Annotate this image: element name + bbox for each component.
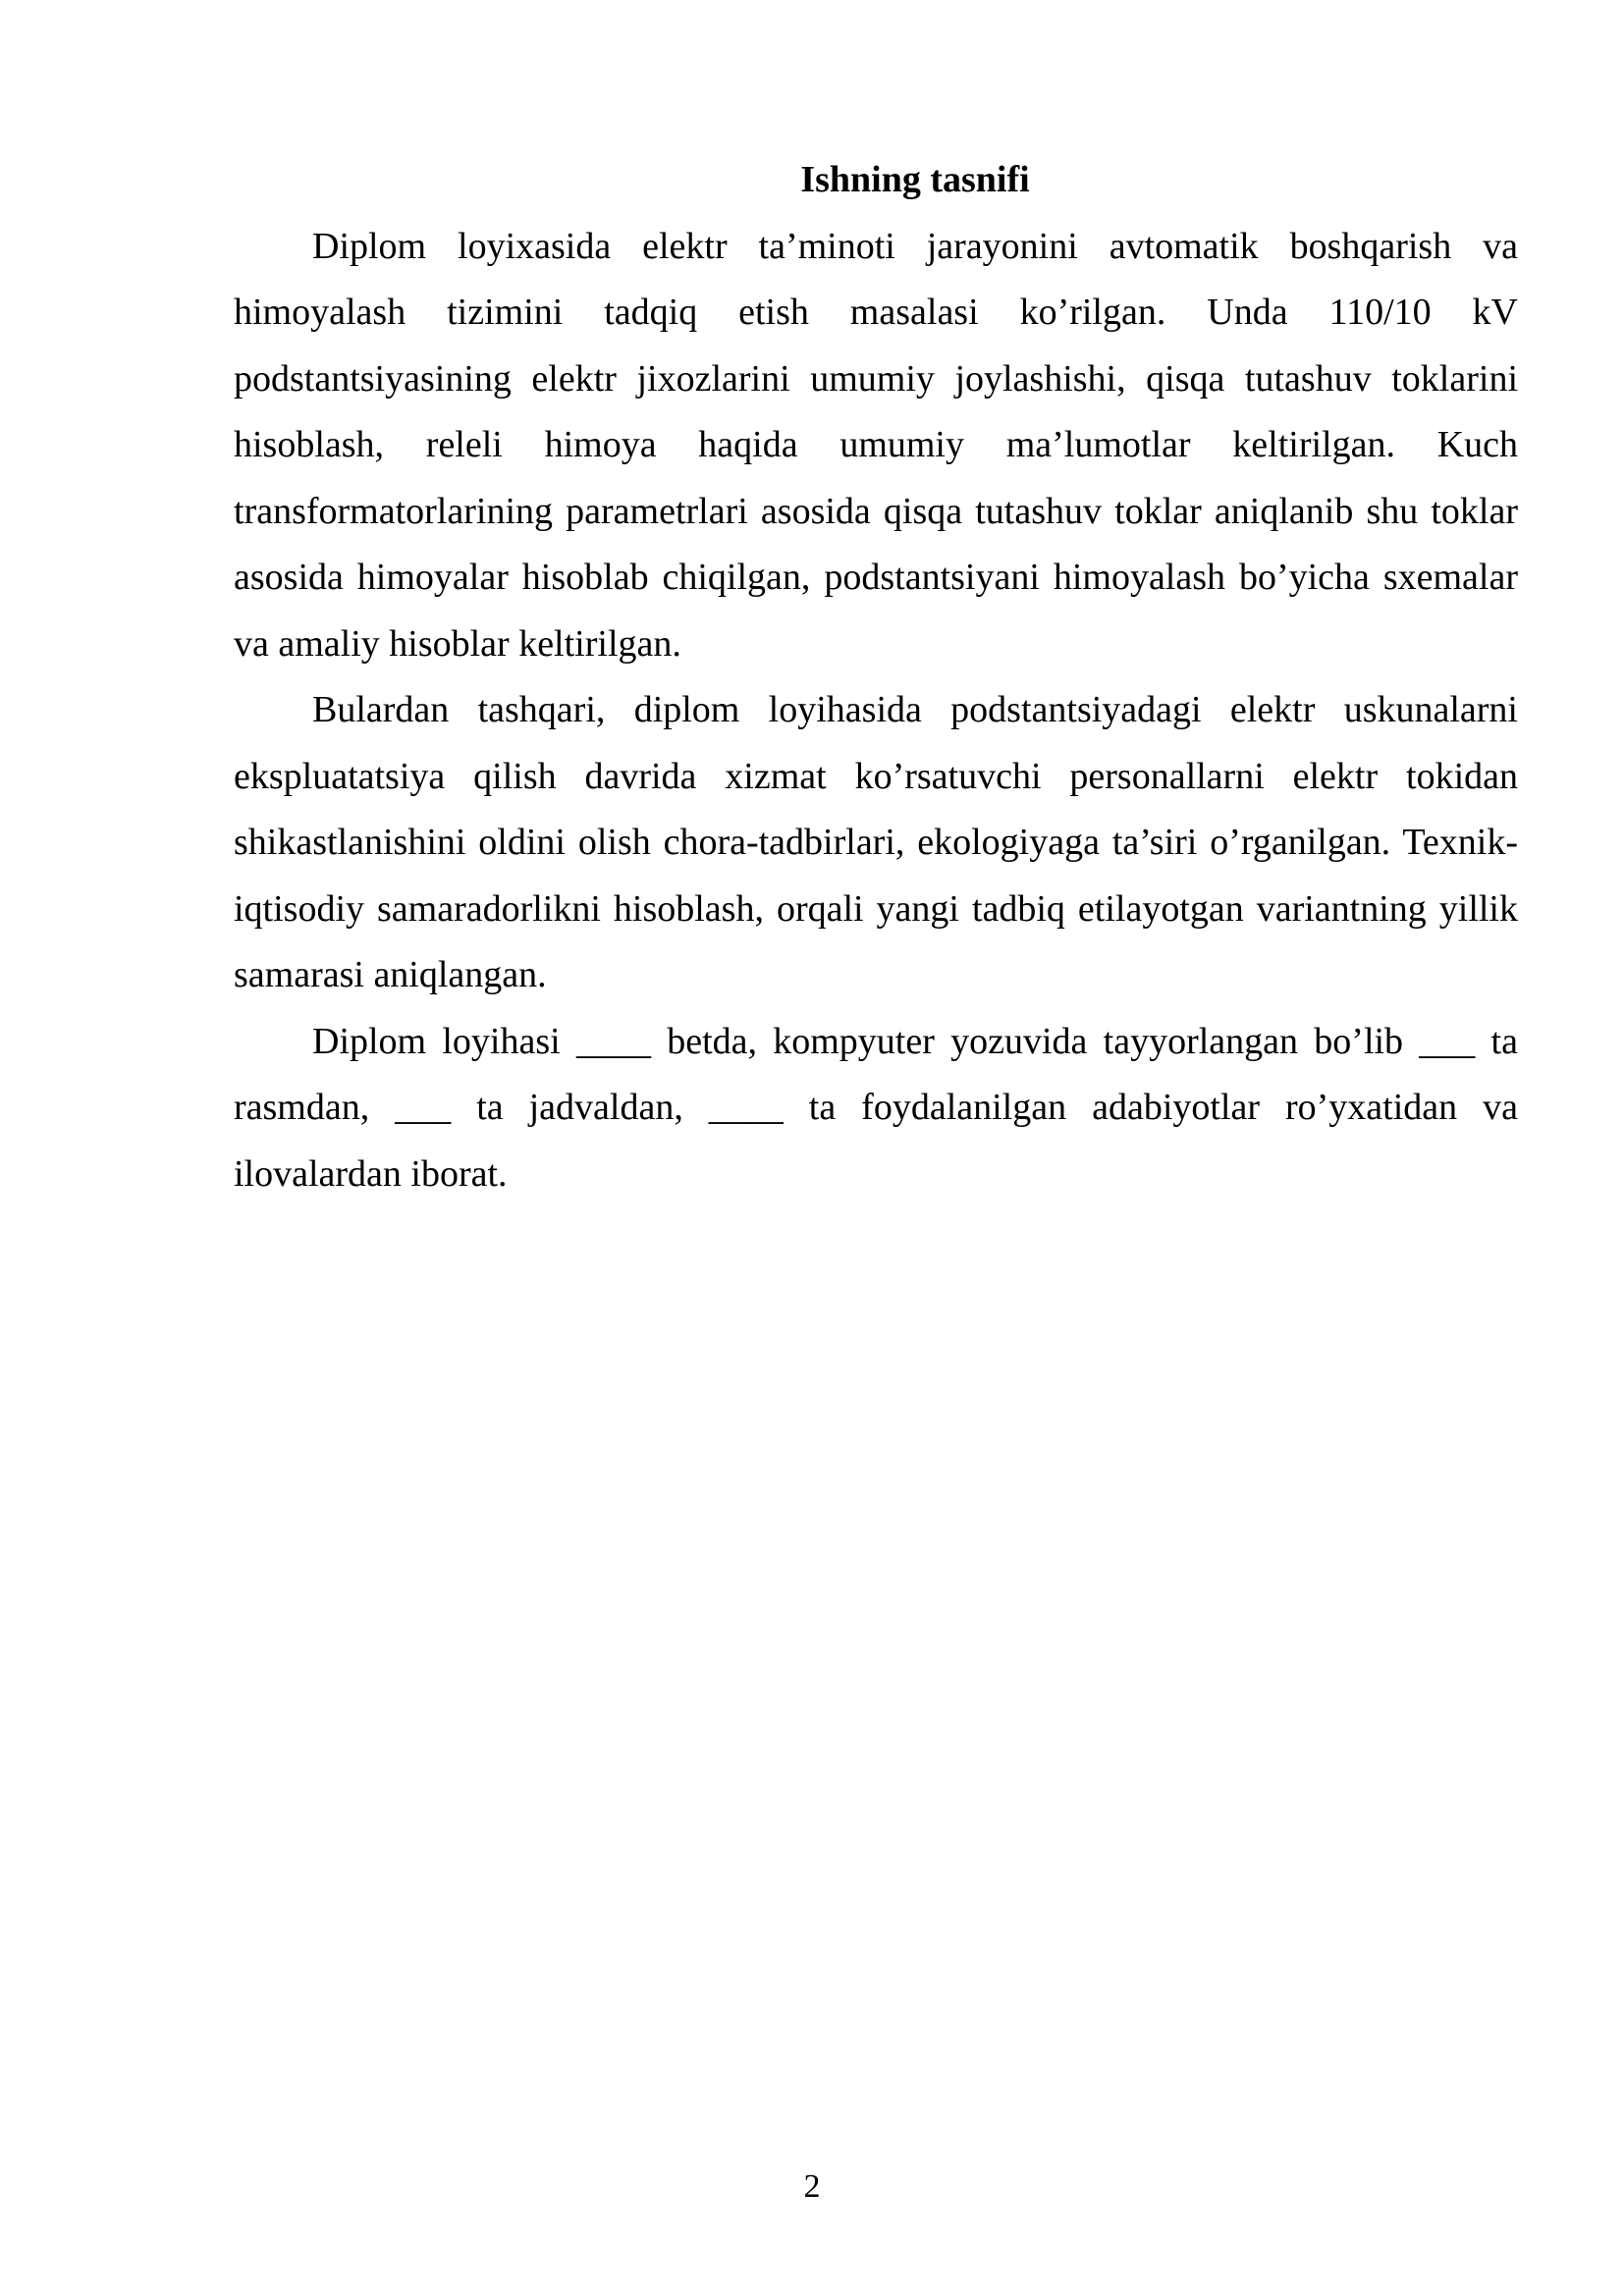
document-title: Ishning tasnifi [800, 159, 1030, 200]
paragraph-additional: Bulardan tashqari, diplom loyihasida podstantsiyadagi elektr uskunalarni ekspluatatsiya qilish davrida xizmat ko’rsatuvchi personallarni elektr tokidan shikastlanishini oldini olish chora-tadbirlari, ekologiyaga ta’siri o’rganilgan. Texnik-iqtisodiy samaradorlikni hisoblash, orqali yangi tadbiq etilayotgan variantning yillik samarasi aniqlangan. [234, 689, 1518, 995]
document-body [234, 147, 1518, 1207]
paragraph-summary: Diplom loyixasida elektr ta’minoti jarayonini avtomatik boshqarish va himoyalash tizimini tadqiq etish masalasi ko’rilgan. Unda 110/10 kV podstantsiyasining elektr jixozlarini umumiy joylashishi, qisqa tutashuv toklarini hisoblash, releli himoya haqida umumiy ma’lumotlar keltirilgan. Kuch transformatorlarining parametrlari asosida qisqa tutashuv toklar aniqlanib shu toklar asosida himoyalar hisoblab chiqilgan, podstantsiyani himoyalash bo’yicha sxemalar va amaliy hisoblar keltirilgan. [234, 225, 1518, 665]
paragraph-volume: Diplom loyihasi ____ betda, kompyuter yozuvida tayyorlangan bo’lib ___ ta rasmdan, ___ ta jadvaldan, ____ ta foydalanilgan adabiyotlar ro’yxatidan va ilovalardan iborat. [234, 1020, 1518, 1195]
page-number: 2 [803, 2168, 821, 2205]
